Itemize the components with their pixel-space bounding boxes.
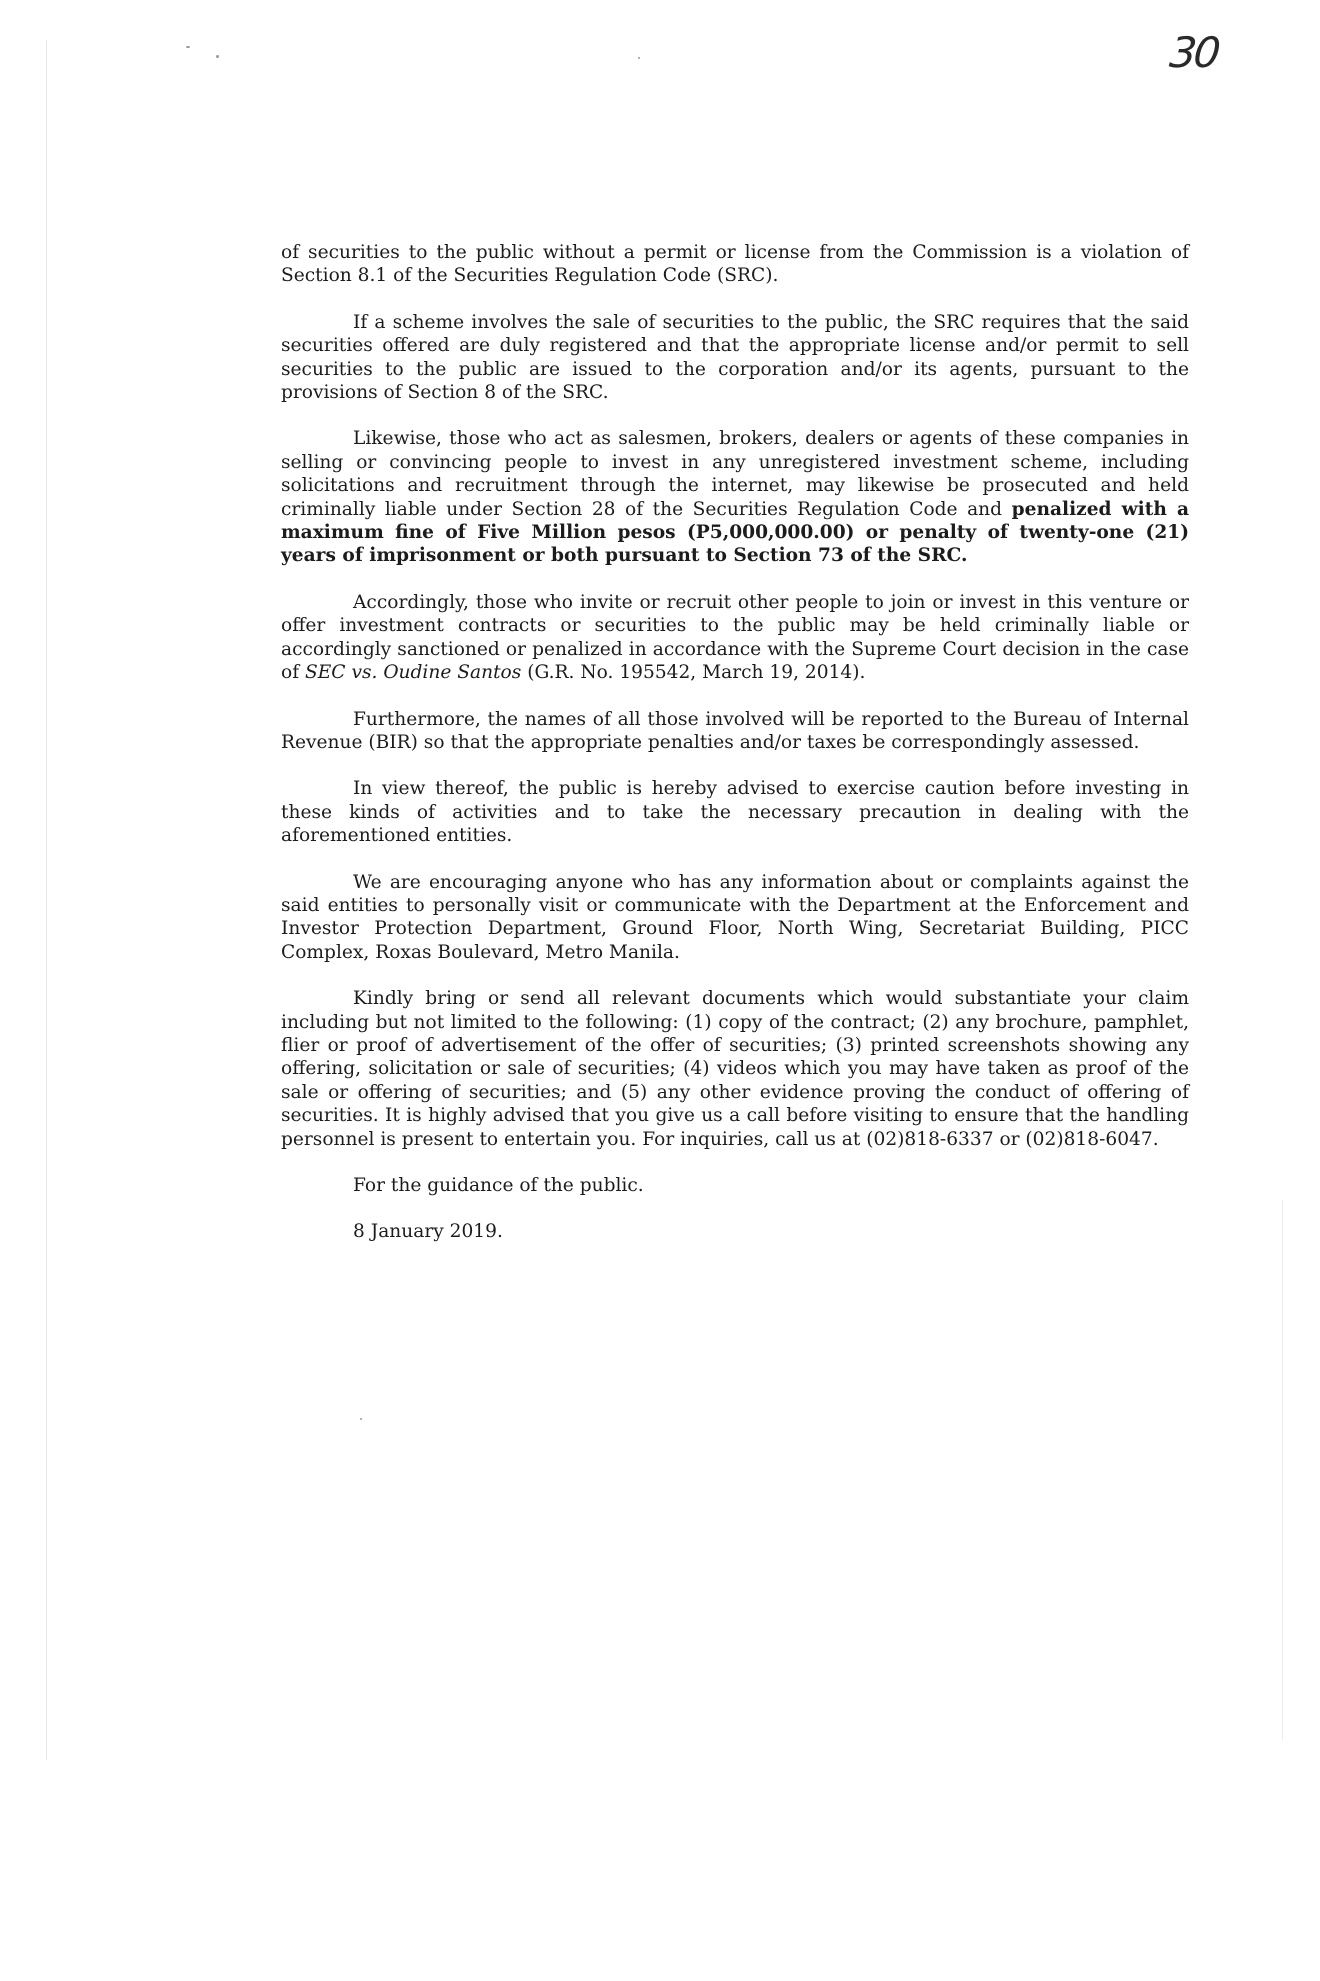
paragraph-text: Accordingly, those who invite or recruit other people to join or invest in this venture or offer investment contracts or securities to the public may be held criminally liable or accordingly sanctioned or penalized in accordance with the Supreme Court decision in the case of	[281, 591, 1189, 684]
paragraph-section-violation: of securities to the public without a permit or license from the Commission is a violation of Section 8.1 of the Securities Regulation Code (SRC).	[281, 242, 1189, 287]
guidance-line: For the guidance of the public.	[353, 1175, 644, 1196]
paragraph-bir-report: Furthermore, the names of all those involved will be reported to the Bureau of Internal Revenue (BIR) so that the appropriate penalties and/or taxes be correspondingly assessed.	[281, 708, 1189, 753]
paragraph-documents-list: Kindly bring or send all relevant documents which would substantiate your claim including but not limited to the following: (1) copy of the contract; (2) any brochure, pamphlet, flier or proof of advertisement of the offer of securities; (3) printed screenshots showing any offering, solicitation or sale of securities; (4) videos which you may have taken as proof of the sale or offering of securities; and (5) any other evidence proving the conduct of offering of securities. It is highly advised that you give us a call before visiting to ensure that the handling personnel is present to entertain you. For inquiries, call us at (02)818-6337 or (02)818-6047.	[281, 988, 1189, 1150]
paragraph-text: Likewise, those who act as salesmen, brokers, dealers or agents of these companies in selling or convincing people to invest in any unregistered investment scheme, including solicitations and recruitment through the internet, may likewise be prosecuted and held criminally liable under Section 28 of the Securities Regulation Code and	[281, 428, 1189, 520]
scan-edge-left	[46, 40, 47, 1760]
paragraph-complaints-contact: We are encouraging anyone who has any information about or complaints against the said entities to personally visit or communicate with the Department at the Enforcement and Investor Protection Department, Ground Floor, North Wing, Secretariat Building, PICC Complex, Roxas Boulevard, Metro Manila.	[281, 871, 1189, 963]
page-number: 30	[1167, 28, 1221, 77]
scan-speck	[638, 57, 640, 59]
paragraph-public-advisory: In view thereof, the public is hereby advised to exercise caution before investing in these kinds of activities and to take the necessary precaution in dealing with the aforementioned entities.	[281, 778, 1189, 847]
scan-speck	[360, 1418, 362, 1420]
document-date: 8 January 2019.	[353, 1221, 503, 1243]
document-body	[281, 241, 1189, 1267]
paragraph-src-requirements: If a scheme involves the sale of securities to the public, the SRC requires that the said securities offered are duly registered and that the appropriate license and/or permit to sell securities to the public are issued to the corporation and/or its agents, pursuant to the provisions of Section 8 of the SRC.	[281, 311, 1189, 404]
paragraph-salesmen-liability	[281, 427, 1189, 567]
scan-speck	[216, 55, 219, 58]
penalty-statement: penalized with a maximum fine of Five Million pesos (P5,000,000.00) or penalty of twenty-one (21) years of imprisonment or both pursuant to Section 73 of the SRC.	[281, 498, 1189, 567]
case-citation: (G.R. No. 195542, March 19, 2014).	[521, 662, 866, 684]
scan-edge-right	[1282, 1200, 1283, 1740]
case-title: SEC vs. Oudine Santos	[305, 662, 522, 684]
paragraph-recruiters-liability	[281, 591, 1189, 685]
scan-speck	[186, 46, 190, 48]
